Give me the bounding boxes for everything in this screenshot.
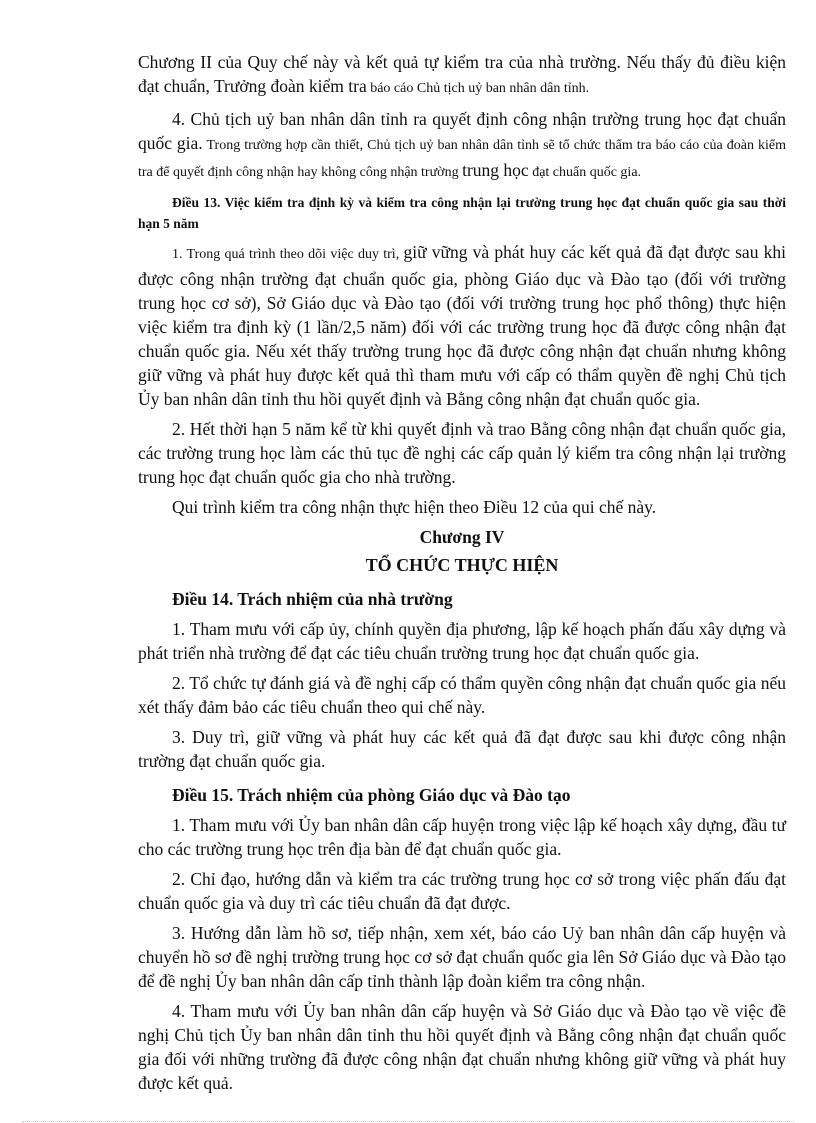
- item4-text: 4. Chủ tịch uỷ ban nhân dân tỉnh ra quyết định công nhận trường trung học đạt chuẩn quốc gia.: [138, 109, 786, 153]
- article-15-item: 1. Tham mưu với Ủy ban nhân dân cấp huyện trong việc lập kế hoạch xây dựng, đầu tư cho các trường trung học trên địa bàn để đạt chuẩn quốc gia.: [138, 815, 786, 859]
- article-13-item-3: Qui trình kiểm tra công nhận thực hiện theo Điều 12 của qui chế này.: [172, 497, 657, 517]
- article-14-item: 3. Duy trì, giữ vững và phát huy các kết quả đã đạt được sau khi được công nhận trường đạt chuẩn quốc gia.: [138, 727, 786, 771]
- article-15-heading: Điều 15. Trách nhiệm của phòng Giáo dục và Đào tạo: [172, 785, 571, 805]
- article-13-item-1: [138, 240, 786, 411]
- article-13-item-1-lead: 1. Trong quá trình theo dõi việc duy trì,: [172, 247, 404, 262]
- article-14-heading: Điều 14. Trách nhiệm của nhà trường: [172, 589, 453, 609]
- article-15-item: 2. Chỉ đạo, hướng dẫn và kiểm tra các trường trung học cơ sở trong việc phấn đấu đạt chuẩn quốc gia và duy trì các tiêu chuẩn đã đạt được.: [138, 869, 786, 913]
- intro-text-small: báo cáo Chủ tịch uỷ ban nhân dân tỉnh.: [366, 81, 590, 96]
- item4-text-end: đạt chuẩn quốc gia.: [528, 165, 642, 180]
- article-15-item: 4. Tham mưu với Ủy ban nhân dân cấp huyện và Sở Giáo dục và Đào tạo về việc đề nghị Chủ tịch Ủy ban nhân dân tỉnh thu hồi quyết định và Bằng công nhận đạt chuẩn quốc gia đối với những trường đã được công nhận đạt chuẩn nhưng không giữ vững và phát huy được kết quả.: [138, 1001, 786, 1093]
- article-15-item: 3. Hướng dẫn làm hồ sơ, tiếp nhận, xem xét, báo cáo Uỷ ban nhân dân cấp huyện và chuyển hồ sơ đề nghị trường trung học cơ sở đạt chuẩn quốc gia lên Sở Giáo dục và Đào tạo để đề nghị Ủy ban nhân dân cấp tỉnh thành lập đoàn kiểm tra công nhận.: [138, 923, 786, 991]
- article-14-item: 2. Tổ chức tự đánh giá và đề nghị cấp có thẩm quyền công nhận đạt chuẩn quốc gia nếu xét thấy đảm bảo các tiêu chuẩn theo qui chế này.: [138, 673, 786, 717]
- document-page: [138, 50, 786, 1095]
- article-13-heading: Điều 13. Việc kiểm tra định kỳ và kiểm tra công nhận lại trường trung học đạt chuẩn quốc gia sau thời hạn 5 năm: [138, 195, 786, 231]
- paragraph-intro: [138, 50, 786, 101]
- chapter-title: TỔ CHỨC THỰC HIỆN: [365, 555, 559, 575]
- chapter-number: Chương IV: [419, 527, 505, 547]
- paragraph-item-4: [138, 107, 786, 185]
- article-13-item-1-text: giữ vững và phát huy các kết quả đã đạt được sau khi được công nhận trường đạt chuẩn quốc gia, phòng Giáo dục và Đào tạo (đối với trường trung học cơ sở), Sở Giáo dục và Đào tạo (đối với trường trung học phổ thông) thực hiện việc kiểm tra định kỳ (1 lần/2,5 năm) đối với các trường trung học đã được công nhận đạt chuẩn quốc gia. Nếu xét thấy trường trung học đã được công nhận đạt chuẩn nhưng không giữ vững và phát huy được kết quả thì tham mưu với cấp có thẩm quyền đề nghị Chủ tịch Ủy ban nhân dân tỉnh thu hồi quyết định và Bằng công nhận đạt chuẩn quốc gia.: [138, 242, 786, 409]
- item4-text-small: Trong trường hợp cần thiết, Chủ tịch uỷ ban nhân dân tỉnh sẽ tổ chức thẩm tra báo cáo của đoàn kiểm tra để quyết định công nhận hay không công nhận trường: [138, 138, 786, 180]
- article-13-item-2: 2. Hết thời hạn 5 năm kể từ khi quyết định và trao Bằng công nhận đạt chuẩn quốc gia, các trường trung học làm các thủ tục đề nghị các cấp quản lý kiểm tra công nhận lại trường trung học đạt chuẩn quốc gia cho nhà trường.: [138, 419, 786, 487]
- intro-text: Chương II của Quy chế này và kết quả tự kiểm tra của nhà trường. Nếu thấy đủ điều kiện đạt chuẩn, Trưởng đoàn kiểm tra: [138, 52, 786, 96]
- item4-text-emphasis: trung học: [462, 160, 529, 180]
- page-bottom-divider: [22, 1121, 794, 1122]
- article-14-item: 1. Tham mưu với cấp ủy, chính quyền địa phương, lập kế hoạch phấn đấu xây dựng và phát triển nhà trường để đạt các tiêu chuẩn trường trung học đạt chuẩn quốc gia.: [138, 619, 786, 663]
